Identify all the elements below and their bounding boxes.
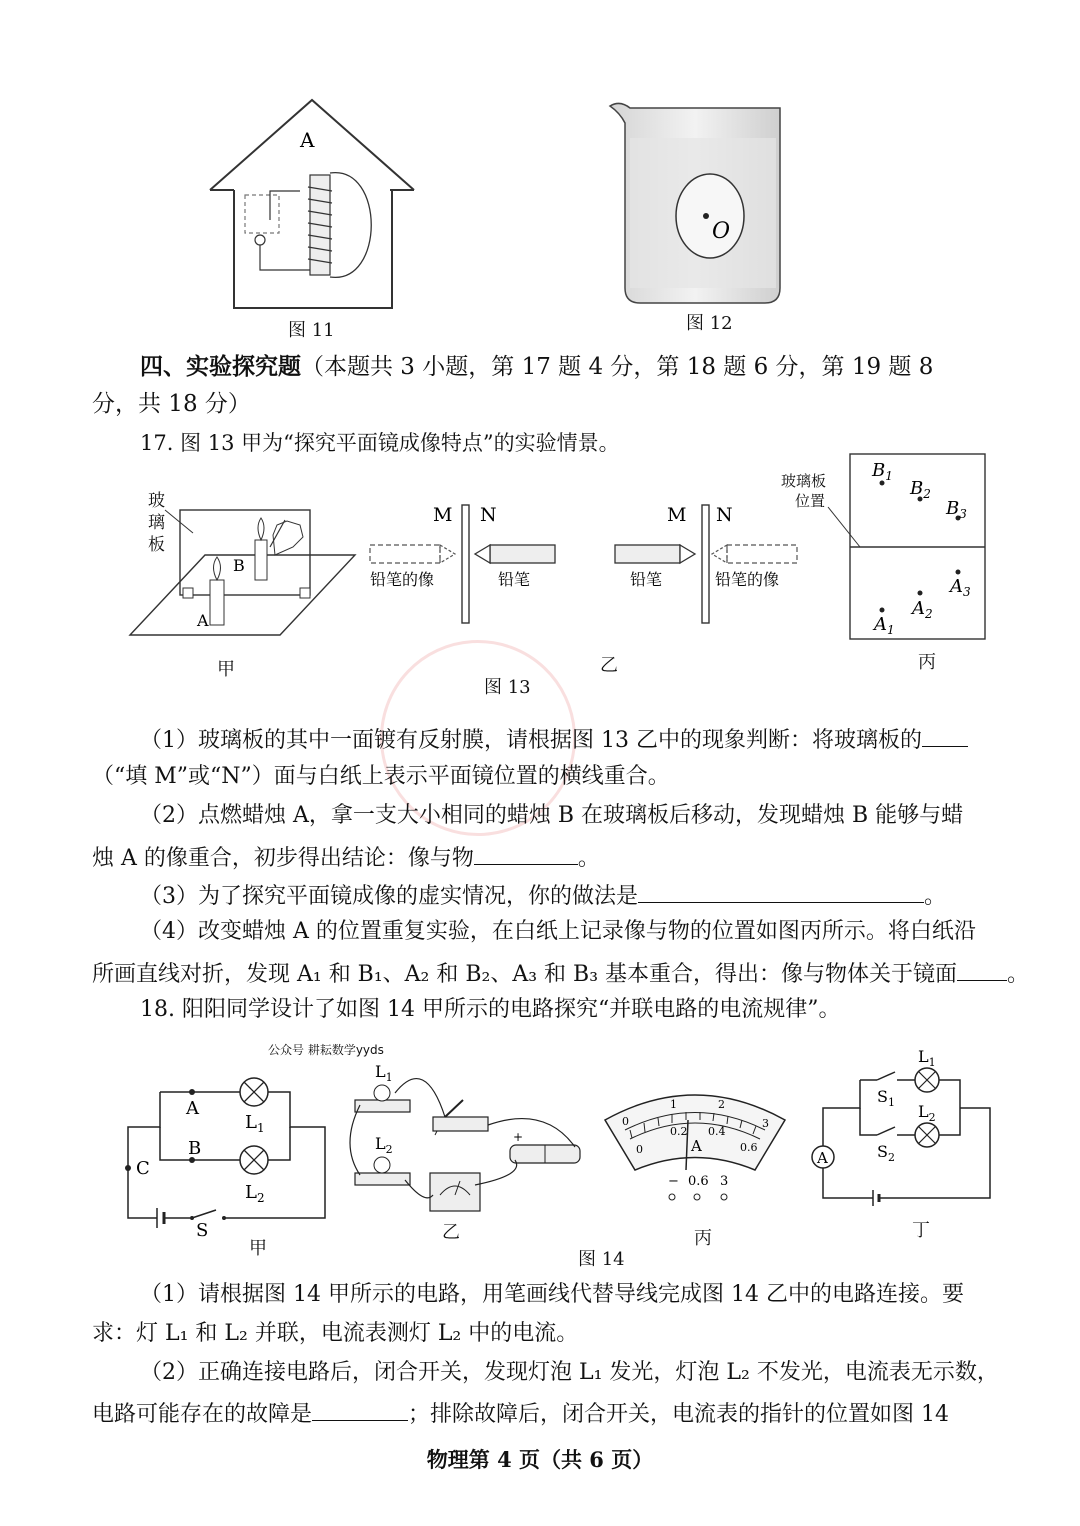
q17-p1-text: （1）玻璃板的其中一面镀有反射膜，请根据图 13 乙中的现象判断：将玻璃板的 [140,728,922,753]
fig14-jia-b: B [188,1138,202,1159]
fig13-caption: 图 13 [484,677,531,698]
q17-p1-line2: （“填 M”或“N”）面与白纸上表示平面镜位置的横线重合。 [92,764,670,789]
dial-bottom-3: 0.6 [740,1141,758,1154]
fig14-jia-l1: L [245,1112,257,1133]
glass-char-3: 板 [148,535,165,555]
section4-note-line1: （本题共 3 小题，第 17 题 4 分，第 18 题 6 分，第 19 题 8 [301,354,934,380]
fig14-jia-l2: L [245,1182,257,1203]
q17-p2-end: 。 [577,846,600,871]
figure-14-yi-physical-circuit [345,1055,595,1225]
q17-p4-end: 。 [1007,962,1030,987]
q18-p1-line1: （1）请根据图 14 甲所示的电路，用笔画线代替导线完成图 14 乙中的电路连接。要 [140,1282,964,1307]
fig14-ding-s1-sub: 1 [887,1096,895,1109]
q18-stem: 18. 阳阳同学设计了如图 14 甲所示的电路探究“并联电路的电流规律”。 [140,997,841,1022]
fig13-jia-label-a: A [197,611,209,630]
b2-subscript: 2 [923,487,931,501]
svg-text:A3 [948,576,971,599]
fig14-ding-s2: S [877,1142,888,1161]
page-footer: 物理第 4 页（共 6 页） [426,1447,654,1472]
b3-label: B [946,498,960,519]
fig11-caption: 图 11 [288,320,335,341]
fig12-caption: 图 12 [686,313,733,334]
q17-p3-blank[interactable] [638,882,924,903]
a3-label: A [950,576,963,597]
figure-12-beaker-diagram [600,98,800,310]
q18-p2-blank[interactable] [312,1400,408,1421]
q17-p2-blank[interactable] [474,844,578,865]
dial-terminal-3: 3 [720,1174,729,1189]
fig13-yi-left-n: N [480,504,497,526]
fig14-ding-s1: S [877,1087,888,1106]
figure-14-bing-ammeter-dial [600,1075,790,1205]
svg-text:+: + [513,1130,524,1144]
section4-heading: 四、实验探究题 [140,353,301,380]
q18-p1-line2: 求：灯 L₁ 和 L₂ 并联，电流表测灯 L₂ 中的电流。 [92,1321,579,1346]
fig14-bing-caption: 丙 [694,1228,712,1249]
dial-top-1: 1 [670,1098,677,1111]
q17-p3-text: （3）为了探究平面镜成像的虚实情况，你的做法是 [140,884,638,909]
dial-bottom-1: 0.2 [670,1125,688,1138]
fig14-yi-l2-sub: 2 [385,1143,393,1156]
fig12-label-o: O [712,219,731,244]
fig13-yi-right-pencil-label: 铅笔 [630,570,663,589]
figure-14-ding-circuit [805,1047,1000,1205]
fig14-yi-l2: L [375,1134,386,1153]
svg-text:B3 [945,498,967,521]
svg-text:L2 [375,1134,393,1156]
svg-text:B2 [909,478,931,501]
fig13-yi-left-pencil-image-label: 铅笔的像 [370,570,435,589]
svg-text:L1 [918,1047,936,1069]
figure-13-yi-right-pencil [612,495,812,630]
a3-subscript: 3 [963,585,971,599]
fig13-glass-label [148,490,168,556]
b1-subscript: 1 [885,469,893,483]
fig14-ding-l2: L [918,1102,929,1121]
svg-text:A2 [910,598,933,621]
fig14-jia-a: A [186,1098,199,1119]
svg-text:L2 [245,1182,265,1205]
fig13-yi-left-m: M [433,504,453,526]
dial-bottom-2: 0.4 [708,1125,726,1138]
a1-label: A [874,614,887,635]
fig13-yi-right-pencil-image-label: 铅笔的像 [715,570,780,589]
dial-top-0: 0 [622,1115,629,1128]
glass-char-1: 玻 [148,491,165,511]
figure-13-bing-paper [800,452,990,642]
fig13-yi-right-n: N [716,504,733,526]
svg-text:L1 [245,1112,265,1135]
q17-p2-line2 [92,844,992,870]
fig13-bing-caption: 丙 [918,652,936,673]
figure-11-house-diagram [200,95,440,315]
fig14-yi-l1: L [375,1062,386,1081]
fig14-yi-l1-sub: 1 [385,1071,393,1084]
fig14-watermark-text: 公众号 耕耘数学yyds [268,1043,384,1057]
q17-p4-blank[interactable] [957,960,1007,981]
fig14-yi-caption: 乙 [442,1222,460,1243]
a2-subscript: 2 [925,607,933,621]
q17-p4-line2 [92,960,1030,987]
dial-terminal-06: 0.6 [688,1174,709,1189]
figure-14-jia-circuit [120,1070,340,1250]
dial-top-3: 3 [762,1117,769,1130]
q18-p2-text-a: 电路可能存在的故障是 [92,1402,313,1427]
svg-text:A1 [872,614,895,637]
fig14-jia-l1-sub: 1 [256,1121,265,1135]
fig14-caption: 图 14 [578,1249,625,1270]
svg-text:B1 [871,460,893,483]
q17-p2-text: 烛 A 的像重合，初步得出结论：像与物 [92,846,474,871]
b1-label: B [872,460,886,481]
figure-13-yi-left-pencil [365,495,575,630]
fig14-ding-l1-sub: 1 [928,1056,936,1069]
svg-text:S2 [877,1142,895,1164]
b3-subscript: 3 [959,507,967,521]
section4-line1 [140,355,1040,379]
a1-subscript: 1 [887,623,895,637]
q18-p2-line1: （2）正确连接电路后，闭合开关，发现灯泡 L₁ 发光，灯泡 L₂ 不发光，电流表无示数， [140,1360,999,1385]
q18-p2-text-b: ；排除故障后，闭合开关，电流表的指针的位置如图 14 [408,1402,950,1427]
q17-p1-line1 [140,726,1040,752]
q17-p4-line1: （4）改变蜡烛 A 的位置重复实验，在白纸上记录像与物的位置如图丙所示。将白纸沿 [140,919,976,944]
svg-text:L1 [375,1062,393,1084]
svg-text:S1 [877,1087,895,1109]
dial-terminal-minus: − [668,1174,679,1189]
glass-position-line1: 玻璃板 [781,472,827,490]
q17-p3 [140,882,1040,908]
fig14-jia-s: S [196,1220,209,1241]
dial-unit: A [691,1137,702,1155]
svg-text:L2 [918,1102,936,1124]
fig13-jia-caption: 甲 [217,659,235,680]
glass-char-2: 璃 [148,513,165,533]
fig13-yi-caption: 乙 [600,655,618,676]
glass-position-line2: 位置 [795,492,826,510]
dial-bottom-0: 0 [636,1143,643,1156]
fig14-jia-caption: 甲 [249,1238,267,1259]
fig14-jia-c: C [136,1158,150,1179]
fig14-ding-l1: L [918,1047,929,1066]
a2-label: A [912,598,925,619]
fig13-jia-label-b: B [233,556,245,575]
fig14-ding-ammeter-a: A [817,1149,828,1167]
fig14-ding-s2-sub: 2 [887,1151,895,1164]
q17-p2-line1: （2）点燃蜡烛 A，拿一支大小相同的蜡烛 B 在玻璃板后移动，发现蜡烛 B 能够与蜡 [140,803,964,828]
fig14-ding-caption: 丁 [912,1220,930,1241]
q17-p3-end: 。 [924,884,947,909]
fig13-yi-left-pencil-label: 铅笔 [498,570,531,589]
q17-p1-blank[interactable] [922,726,968,747]
section4-note-line2: 分，共 18 分） [92,391,251,417]
q17-p4-text: 所画直线对折，发现 A₁ 和 B₁、A₂ 和 B₂、A₃ 和 B₃ 基本重合，得出：像与物体关于镜面 [92,962,958,987]
dial-top-2: 2 [718,1098,725,1111]
fig14-jia-l2-sub: 2 [256,1191,265,1205]
fig14-ding-l2-sub: 2 [928,1111,936,1124]
fig13-yi-right-m: M [667,504,687,526]
q17-stem: 17. 图 13 甲为“探究平面镜成像特点”的实验情景。 [140,431,620,455]
fig11-label-a: A [300,128,315,152]
b2-label: B [910,478,924,499]
q18-p2-line2 [92,1400,992,1426]
